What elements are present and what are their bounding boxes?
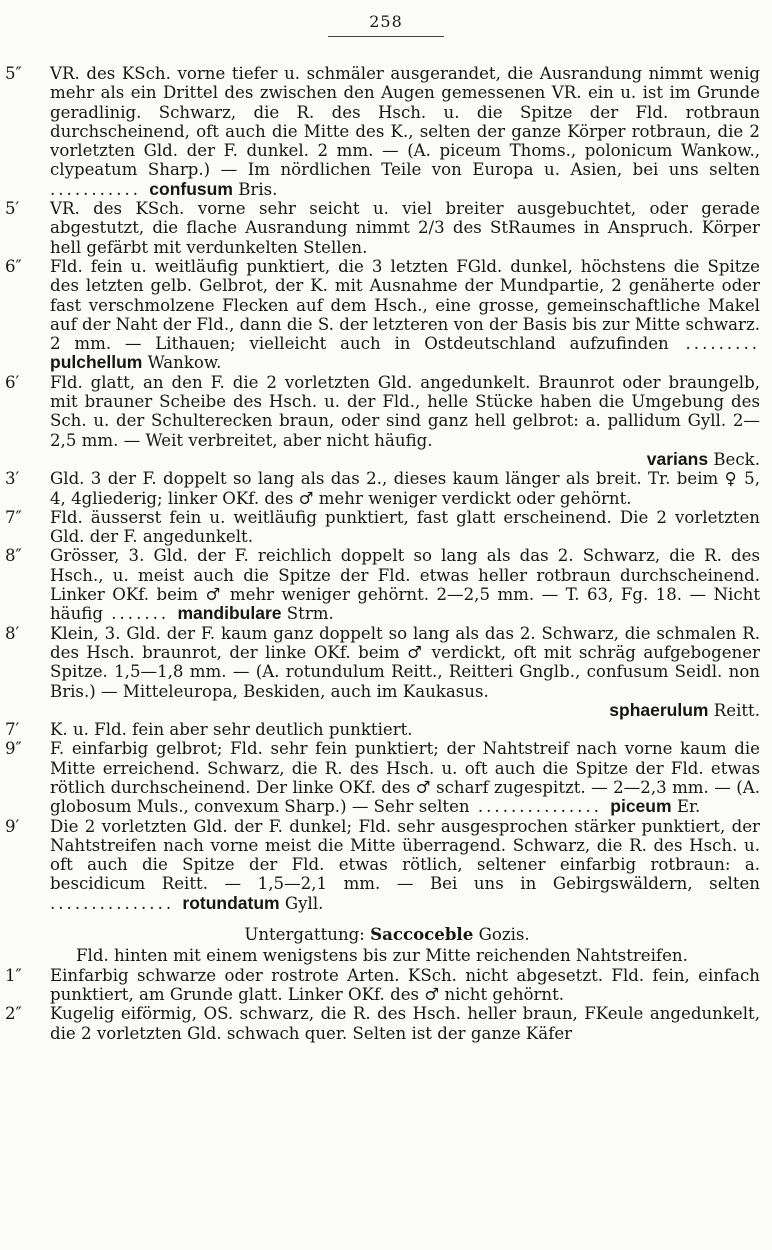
species-name: pulchellum bbox=[50, 352, 143, 373]
couplet-number: 6″ bbox=[5, 256, 22, 276]
couplet-number: 9′ bbox=[5, 816, 20, 836]
dot-leaders: ............... bbox=[469, 797, 611, 817]
key-couplet bbox=[5, 256, 761, 373]
key-couplet bbox=[5, 507, 760, 547]
subgenus-intro: Fld. hinten mit einem wenigstens bis zur Mitte reichenden Nahtstreifen. bbox=[76, 946, 688, 966]
key-couplet bbox=[5, 199, 760, 257]
couplet-number: 2″ bbox=[5, 1004, 22, 1024]
key-couplet bbox=[5, 623, 760, 720]
dot-leaders: ............... bbox=[50, 893, 183, 913]
couplet-number: 5′ bbox=[5, 199, 20, 219]
species-line bbox=[50, 450, 760, 469]
key-couplet bbox=[5, 546, 760, 624]
couplet-text: Fld. glatt, an den F. die 2 vorletzten Gld. angedunkelt. Braunrot oder braungelb, mit brauner Scheibe des Hsch. u. der Fld., helle Stücke haben die Umgebung des Sch. u. der Schulterecken braun, oder sind ganz hell gelbrot: a. pallidum Gyll. 2—2,5 mm. — Weit verbreitet, aber nicht häufig. bbox=[50, 372, 760, 450]
couplet-text: Grösser, 3. Gld. der F. reichlich doppelt so lang als das 2. Schwarz, die R. des Hsch., u. meist auch die Spitze der Fld. etwas heller rotbraun durchscheinend. Linker OKf. beim ♂ mehr weniger gehörnt. 2—2,5 mm. — T. 63, Fg. 18. — Nicht häufig bbox=[50, 546, 760, 624]
couplet-number: 8″ bbox=[5, 546, 22, 566]
couplet-text: Kugelig eiförmig, OS. schwarz, die R. des Hsch. heller braun, FKeule angedunkelt, die 2 vorletzten Gld. schwach quer. Selten ist der ganze Käfer bbox=[50, 1004, 760, 1043]
species-author: Reitt. bbox=[713, 700, 760, 720]
couplet-text: Gld. 3 der F. doppelt so lang als das 2., dieses kaum länger als breit. Tr. beim ♀ 5, 4, 4gliederig; linker OKf. des ♂ mehr weniger verdickt oder gehörnt. bbox=[50, 469, 760, 508]
key-couplet bbox=[5, 739, 760, 817]
couplet-text: Fld. äusserst fein u. weitläufig punktiert, fast glatt erscheinend. Die 2 vorletzten Gld. der F. angedunkelt. bbox=[50, 507, 760, 547]
species-line bbox=[50, 701, 760, 720]
couplet-text: Fld. fein u. weitläufig punktiert, die 3 letzten FGld. dunkel, höchstens die Spitze des letzten gelb. Gelbrot, der K. mit Ausnahme der Mundpartie, 2 genäherte oder fast verschmolzene Flecken auf dem Hsch., eine grosse, gemeinschaftliche Makel auf der Naht der Fld., dann die S. der letzteren von der Basis bis zur Mitte schwarz. 2 mm. — Lithauen; vielleicht auch in Ostdeutschland aufzufinden bbox=[50, 256, 760, 354]
couplet-number: 7″ bbox=[5, 507, 22, 527]
couplet-number: 3′ bbox=[5, 469, 20, 489]
couplet-number: 9″ bbox=[5, 739, 22, 759]
couplet-number: 8′ bbox=[5, 623, 20, 643]
key-couplet bbox=[5, 372, 760, 469]
species-author: Wankow. bbox=[147, 353, 222, 373]
subgenus-name: Saccoceble bbox=[370, 924, 474, 945]
dot-leaders: ......... bbox=[668, 334, 761, 354]
key-text bbox=[5, 64, 761, 1043]
key-entries bbox=[5, 64, 761, 913]
couplet-text: Die 2 vorletzten Gld. der F. dunkel; Fld. sehr ausgesprochen stärker punktiert, der Nahtstreifen nach vorne meist die Mitte überragend. Schwarz, die R. des Hsch. u. oft auch die Spitze der Fld. etwas rötlich, seltener einfarbig rotbraun: a. bescidicum Reitt. — 1,5—2,1 mm. — Bei uns in Gebirgswäldern, selten bbox=[50, 816, 760, 894]
couplet-text: F. einfarbig gelbrot; Fld. sehr fein punktiert; der Nahtstreif nach vorne kaum die Mitte erreichend. Schwarz, die R. des Hsch. u. oft auch die Spitze der Fld. etwas rötlich durchscheinend. Der linke OKf. des ♂ scharf zugespitzt. — 2—2,3 mm. — (A. globosum Muls., convexum Sharp.) — Sehr selten bbox=[50, 739, 760, 817]
species-name: sphaerulum bbox=[609, 699, 709, 720]
key-couplet bbox=[5, 1004, 760, 1043]
subgenus-entries bbox=[5, 965, 760, 1043]
couplet-text: Einfarbig schwarze oder rostrote Arten. KSch. nicht abgesetzt. Fld. fein, einfach punktiert, am Grunde glatt. Linker OKf. des ♂ nicht gehörnt. bbox=[50, 965, 760, 1004]
couplet-number: 5″ bbox=[5, 64, 22, 83]
header-rule bbox=[328, 36, 444, 37]
species-author: Bris. bbox=[238, 179, 278, 199]
couplet-number: 6′ bbox=[5, 372, 20, 392]
key-couplet bbox=[5, 64, 760, 199]
species-author: Beck. bbox=[713, 449, 760, 469]
species-author: Gyll. bbox=[284, 893, 324, 913]
dot-leaders: ....... bbox=[102, 604, 178, 624]
key-couplet bbox=[5, 816, 760, 913]
key-couplet bbox=[5, 965, 760, 1005]
couplet-text: K. u. Fld. fein aber sehr deutlich punktiert. bbox=[50, 720, 413, 740]
dot-leaders: ........... bbox=[50, 179, 150, 199]
species-name: confusum bbox=[149, 178, 233, 199]
couplet-text: Klein, 3. Gld. der F. kaum ganz doppelt so lang als das 2. Schwarz, die schmalen R. des Hsch. braunrot, der linke OKf. beim ♂ verdickt, oft mit schräg aufgebogener Spitze. 1,5—1,8 mm. — (A. rotundulum Reitt., Reitteri Gnglb., confusum Seidl. non Bris.) — Mitteleuropa, Beskiden, auch im Kaukasus. bbox=[50, 623, 760, 701]
couplet-text: VR. des KSch. vorne sehr seicht u. viel breiter ausgebuchtet, oder gerade abgestutzt, die flache Ausrandung nimmt 2/3 des StRaumes in Anspruch. Körper hell gefärbt mit verdunkelten Stellen. bbox=[50, 199, 760, 257]
species-name: mandibulare bbox=[177, 603, 282, 624]
couplet-text: VR. des KSch. vorne tiefer u. schmäler ausgerandet, die Ausrandung nimmt wenig mehr als ein Drittel des zwischen den Augen gemessenen VR. ein u. ist im Grunde geradlinig. Schwarz, die R. des Hsch. u. die Spitze der Fld. rotbraun durchscheinend, oft auch die Mitte des K., selten der ganze Körper rotbraun, die 2 vorletzten Gld. der F. dunkel. 2 mm. — (A. piceum Thoms., polonicum Wankow., clypeatum Sharp.) — Im nördlichen Teile von Europa u. Asien, bei uns selten bbox=[50, 64, 760, 180]
subgenus-prefix: Untergattung: bbox=[244, 925, 365, 945]
key-couplet bbox=[5, 720, 760, 740]
subgenus-heading bbox=[14, 925, 760, 944]
subgenus-author: Gozis. bbox=[478, 925, 530, 945]
couplet-number: 7′ bbox=[5, 720, 20, 740]
page-number: 258 bbox=[369, 12, 403, 31]
key-couplet bbox=[5, 469, 760, 508]
species-name: varians bbox=[646, 448, 709, 469]
species-name: rotundatum bbox=[182, 892, 280, 913]
couplet-number: 1″ bbox=[5, 965, 22, 985]
species-author: Er. bbox=[676, 797, 701, 817]
species-name: piceum bbox=[610, 796, 672, 817]
species-author: Strm. bbox=[286, 604, 334, 624]
